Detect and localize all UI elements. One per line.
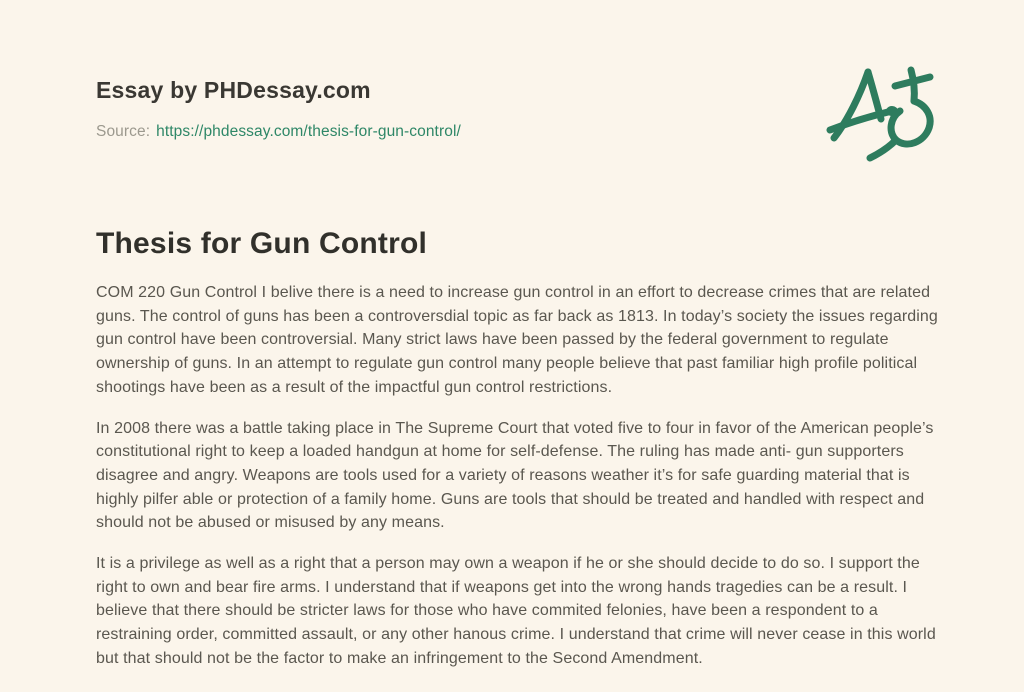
a-plus-logo-icon bbox=[815, 58, 950, 170]
page-title: Essay by PHDessay.com bbox=[96, 77, 371, 103]
essay-paragraph-2: In 2008 there was a battle taking place in The Supreme Court that voted five to four in favor of the American people’s constitutional right to keep a loaded handgun at home for self-defense. The ruling has made anti- gun supporters disagree and angry. Weapons are tools used for a variety of reasons weather it’s for safe guarding material that is highly pilfer able or protection of a family home. Guns are tools that should be treated and handled with respect and should not be abused or misused by any means. bbox=[96, 419, 934, 532]
source-line bbox=[96, 123, 461, 141]
source-link[interactable]: https://phdessay.com/thesis-for-gun-control/ bbox=[156, 123, 461, 140]
essay-body bbox=[96, 281, 940, 688]
phdessay-logo bbox=[815, 58, 950, 170]
essay-paragraph-3: It is a privilege as well as a right that a person may own a weapon if he or she should decide to do so. I support the right to own and bear fire arms. I understand that if weapons get into the wrong hands tragedies can be a result. I believe that there should be stricter laws for those who have commited felonies, have been a respondent to a restraining order, committed assault, or any other hanous crime. I understand that crime will never cease in this world but that should not be the factor to make an infringement to the Second Amendment. bbox=[96, 555, 936, 667]
source-label: Source: bbox=[96, 123, 151, 140]
essay-paragraph-1: COM 220 Gun Control I belive there is a need to increase gun control in an effort to decrease crimes that are related guns. The control of guns has been a controversdial topic as far back as 1813. In today’s society the issues regarding gun control have been controversial. Many strict laws have been passed by the federal government to regulate ownership of guns. In an attempt to regulate gun control many people believe that past familiar high profile political shootings have been as a result of the impactful gun control restrictions. bbox=[96, 284, 938, 396]
essay-title: Thesis for Gun Control bbox=[96, 227, 428, 260]
